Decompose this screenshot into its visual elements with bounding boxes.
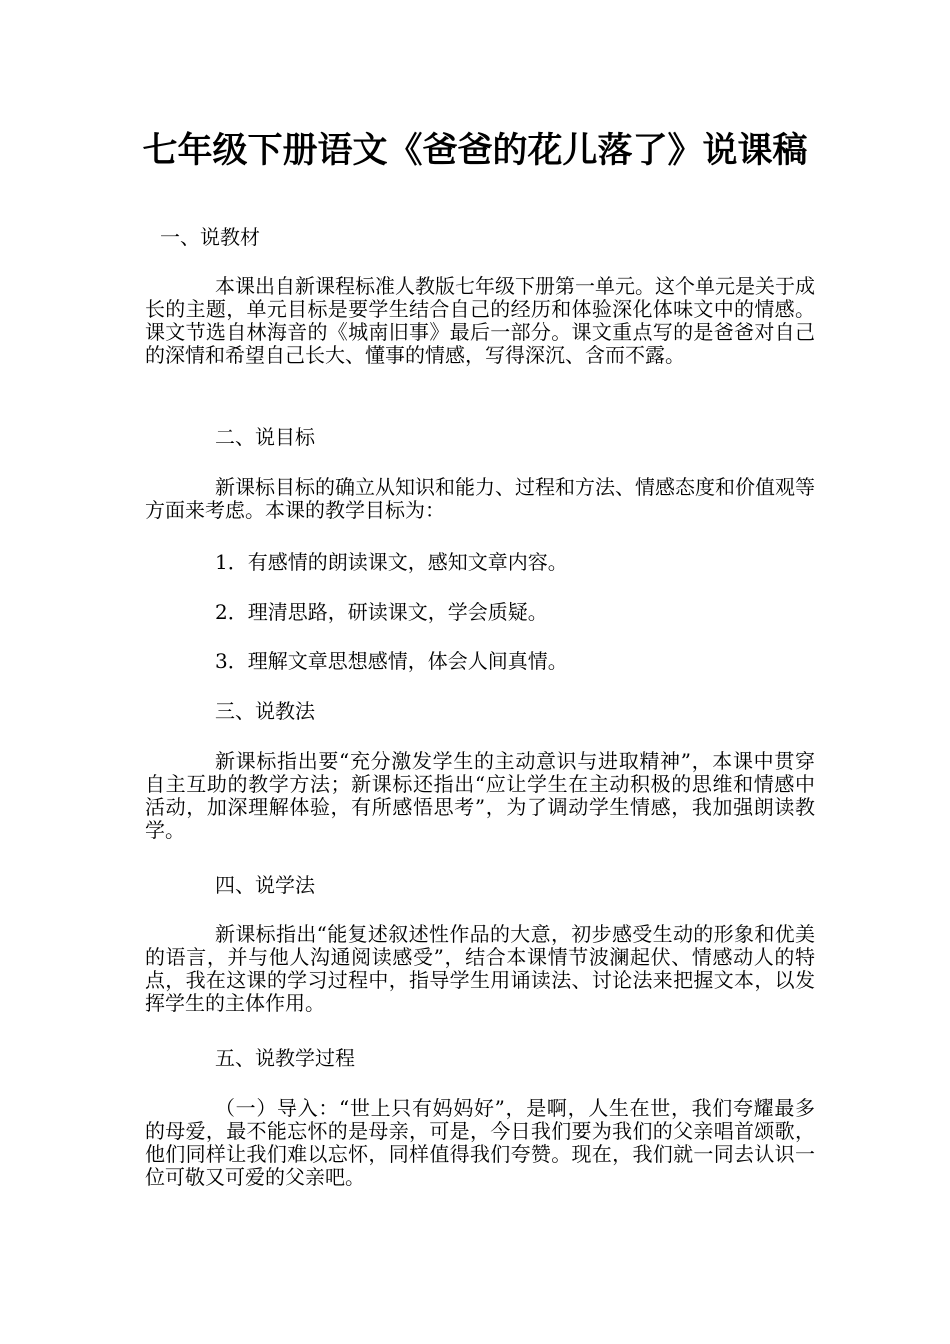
paragraph-materials: 本课出自新课程标准人教版七年级下册第一单元。这个单元是关于成长的主题，单元目标是要学生结合自己的经历和体验深化体味文中的情感。课文节选自林海音的《城南旧事》最后一部分。课文重点写的是爸爸对自己的深情和希望自己长大、懂事的情感，写得深沉、含而不露。 — [145, 274, 815, 367]
section-heading-teaching-methods: 三、说教法 — [215, 699, 315, 723]
section-heading-learning-methods: 四、说学法 — [215, 873, 315, 897]
page-title: 七年级下册语文《爸爸的花儿落了》说课稿 — [142, 131, 808, 171]
section-heading-process: 五、说教学过程 — [215, 1046, 355, 1070]
goal-item-1: 1．有感情的朗读课文，感知文章内容。 — [215, 550, 568, 574]
paragraph-teaching-methods: 新课标指出要“充分激发学生的主动意识与进取精神”，本课中贯穿自主互助的教学方法；新课标还指出“应让学生在主动积极的思维和情感中活动，加深理解体验，有所感悟思考”，为了调动学生情感，我加强朗读教学。 — [145, 749, 815, 842]
section-heading-materials: 一、说教材 — [160, 225, 260, 249]
section-heading-goals: 二、说目标 — [215, 425, 315, 449]
paragraph-goals: 新课标目标的确立从知识和能力、过程和方法、情感态度和价值观等方面来考虑。本课的教学目标为： — [145, 475, 815, 522]
goal-item-3: 3．理解文章思想感情，体会人间真情。 — [215, 649, 568, 673]
goal-item-2: 2．理清思路，研读课文，学会质疑。 — [215, 600, 548, 624]
paragraph-process: （一）导入：“世上只有妈妈好”，是啊，人生在世，我们夸耀最多的母爱，最不能忘怀的是母亲，可是，今日我们要为我们的父亲唱首颂歌，他们同样让我们难以忘怀，同样值得我们夸赞。现在，我们就一同去认识一位可敬又可爱的父亲吧。 — [145, 1096, 815, 1189]
paragraph-learning-methods: 新课标指出“能复述叙述性作品的大意，初步感受生动的形象和优美的语言，并与他人沟通阅读感受”，结合本课情节波澜起伏、情感动人的特点，我在这课的学习过程中，指导学生用诵读法、讨论法来把握文本，以发挥学生的主体作用。 — [145, 922, 815, 1015]
